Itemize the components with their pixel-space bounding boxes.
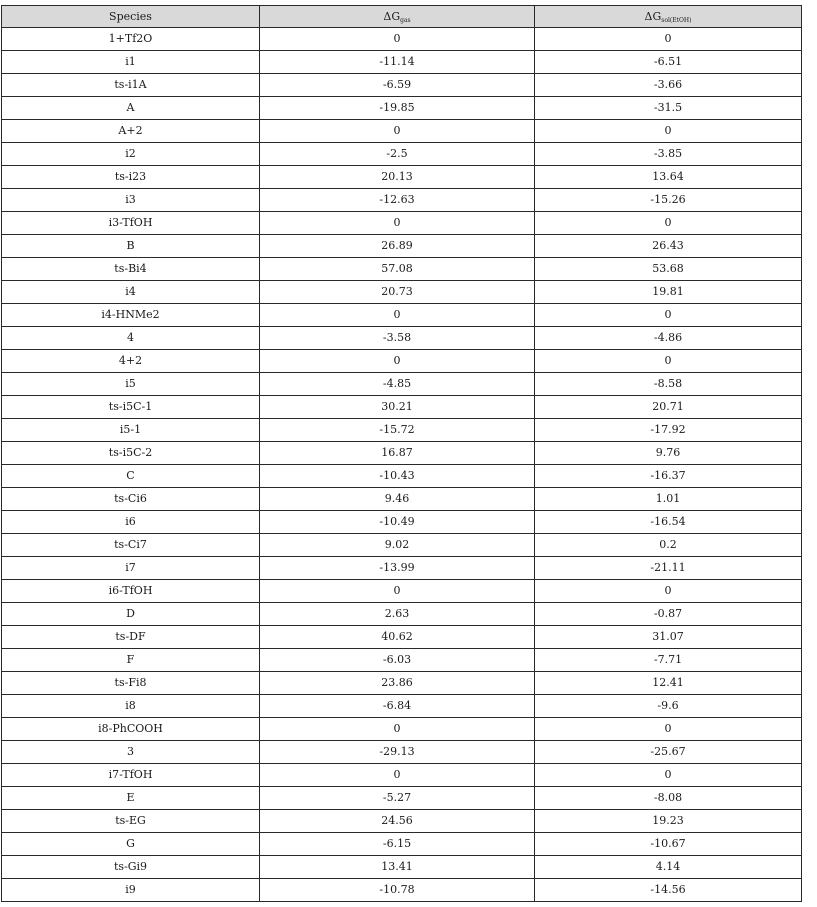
dg-sol-cell: -21.11 [535, 557, 802, 580]
table-row [2, 856, 802, 879]
dg-sol-cell: 0.2 [535, 534, 802, 557]
table-row [2, 419, 802, 442]
dg-sol-cell: -14.56 [535, 879, 802, 902]
species-cell: D [2, 603, 260, 626]
species-cell: 1+Tf2O [2, 28, 260, 51]
species-cell: ts-EG [2, 810, 260, 833]
header-row [2, 6, 802, 28]
species-cell: ts-i5C-1 [2, 396, 260, 419]
species-cell: ts-Ci6 [2, 488, 260, 511]
dg-sol-cell: 0 [535, 350, 802, 373]
species-cell: i9 [2, 879, 260, 902]
species-cell: 3 [2, 741, 260, 764]
species-cell: i7-TfOH [2, 764, 260, 787]
species-cell: ts-Bi4 [2, 258, 260, 281]
dg-gas-cell: -12.63 [260, 189, 535, 212]
dg-sol-cell: -6.51 [535, 51, 802, 74]
dg-sol-cell: 0 [535, 304, 802, 327]
species-cell: G [2, 833, 260, 856]
species-cell: i2 [2, 143, 260, 166]
dg-gas-cell: 30.21 [260, 396, 535, 419]
header-dg-sol-subscript: sol(EtOH) [661, 16, 692, 24]
table-row [2, 327, 802, 350]
table-row [2, 143, 802, 166]
table-row [2, 465, 802, 488]
dg-sol-cell: -9.6 [535, 695, 802, 718]
header-dg-gas-symbol: ΔG [383, 9, 401, 23]
table-row [2, 511, 802, 534]
dg-sol-cell: 19.81 [535, 281, 802, 304]
table-row [2, 396, 802, 419]
table-row [2, 557, 802, 580]
dg-gas-cell: 0 [260, 304, 535, 327]
species-cell: B [2, 235, 260, 258]
dg-gas-cell: -6.03 [260, 649, 535, 672]
dg-sol-cell: 20.71 [535, 396, 802, 419]
table-row [2, 97, 802, 120]
species-cell: F [2, 649, 260, 672]
table-row [2, 373, 802, 396]
dg-gas-cell: -4.85 [260, 373, 535, 396]
table-row [2, 51, 802, 74]
dg-sol-cell: -16.54 [535, 511, 802, 534]
table-row [2, 258, 802, 281]
species-cell: i6 [2, 511, 260, 534]
dg-gas-cell: -11.14 [260, 51, 535, 74]
dg-sol-cell: -3.66 [535, 74, 802, 97]
dg-sol-cell: 0 [535, 580, 802, 603]
table-row [2, 28, 802, 51]
species-cell: ts-DF [2, 626, 260, 649]
table-row [2, 741, 802, 764]
dg-sol-cell: -8.08 [535, 787, 802, 810]
species-cell: A+2 [2, 120, 260, 143]
dg-gas-cell: 57.08 [260, 258, 535, 281]
table-row [2, 120, 802, 143]
species-cell: i3 [2, 189, 260, 212]
dg-gas-cell: -10.78 [260, 879, 535, 902]
species-cell: ts-i5C-2 [2, 442, 260, 465]
table-row [2, 189, 802, 212]
species-cell: i1 [2, 51, 260, 74]
dg-gas-cell: 16.87 [260, 442, 535, 465]
dg-sol-cell: -4.86 [535, 327, 802, 350]
dg-sol-cell: 19.23 [535, 810, 802, 833]
dg-gas-cell: 23.86 [260, 672, 535, 695]
species-cell: E [2, 787, 260, 810]
species-cell: i5-1 [2, 419, 260, 442]
dg-sol-cell: -8.58 [535, 373, 802, 396]
species-cell: i8 [2, 695, 260, 718]
table-row [2, 166, 802, 189]
dg-sol-cell: 0 [535, 718, 802, 741]
table-row [2, 879, 802, 902]
dg-gas-cell: 20.73 [260, 281, 535, 304]
table-row [2, 787, 802, 810]
dg-sol-cell: 0 [535, 212, 802, 235]
table-row [2, 281, 802, 304]
dg-sol-cell: -17.92 [535, 419, 802, 442]
dg-sol-cell: 26.43 [535, 235, 802, 258]
table-row [2, 304, 802, 327]
dg-gas-cell: 9.46 [260, 488, 535, 511]
dg-gas-cell: -6.59 [260, 74, 535, 97]
species-cell: i5 [2, 373, 260, 396]
dg-sol-cell: 53.68 [535, 258, 802, 281]
dg-gas-cell: 26.89 [260, 235, 535, 258]
dg-sol-cell: -3.85 [535, 143, 802, 166]
dg-sol-cell: 0 [535, 120, 802, 143]
header-dg-gas-subscript: gas [400, 16, 411, 24]
dg-gas-cell: -10.43 [260, 465, 535, 488]
table-row [2, 235, 802, 258]
dg-sol-cell: 12.41 [535, 672, 802, 695]
dg-gas-cell: 13.41 [260, 856, 535, 879]
dg-gas-cell: 0 [260, 764, 535, 787]
table-row [2, 534, 802, 557]
dg-gas-cell: -10.49 [260, 511, 535, 534]
dg-sol-cell: -0.87 [535, 603, 802, 626]
table-row [2, 695, 802, 718]
dg-sol-cell: 13.64 [535, 166, 802, 189]
table-row [2, 212, 802, 235]
table-row [2, 350, 802, 373]
dg-gas-cell: -29.13 [260, 741, 535, 764]
dg-gas-cell: -2.5 [260, 143, 535, 166]
header-dg-sol [535, 6, 802, 28]
species-cell: i4-HNMe2 [2, 304, 260, 327]
species-cell: 4 [2, 327, 260, 350]
table-row [2, 580, 802, 603]
species-cell: i8-PhCOOH [2, 718, 260, 741]
header-dg-sol-symbol: ΔG [644, 9, 662, 23]
table-row [2, 488, 802, 511]
dg-sol-cell: -15.26 [535, 189, 802, 212]
dg-gas-cell: 0 [260, 350, 535, 373]
species-cell: 4+2 [2, 350, 260, 373]
table-row [2, 74, 802, 97]
dg-gas-cell: 0 [260, 212, 535, 235]
species-cell: A [2, 97, 260, 120]
species-cell: i7 [2, 557, 260, 580]
dg-gas-cell: -15.72 [260, 419, 535, 442]
header-species: Species [2, 6, 260, 28]
dg-sol-cell: 9.76 [535, 442, 802, 465]
dg-sol-cell: -10.67 [535, 833, 802, 856]
table-body [2, 28, 802, 902]
species-cell: C [2, 465, 260, 488]
species-cell: ts-Fi8 [2, 672, 260, 695]
table-row [2, 626, 802, 649]
dg-sol-cell: -31.5 [535, 97, 802, 120]
species-cell: ts-Gi9 [2, 856, 260, 879]
table-row [2, 810, 802, 833]
dg-gas-cell: 40.62 [260, 626, 535, 649]
species-cell: i3-TfOH [2, 212, 260, 235]
dg-sol-cell: 31.07 [535, 626, 802, 649]
table-row [2, 603, 802, 626]
species-cell: i4 [2, 281, 260, 304]
dg-gas-cell: -5.27 [260, 787, 535, 810]
dg-gas-cell: -3.58 [260, 327, 535, 350]
dg-sol-cell: 1.01 [535, 488, 802, 511]
dg-gas-cell: 2.63 [260, 603, 535, 626]
dg-gas-cell: 0 [260, 28, 535, 51]
dg-gas-cell: -6.15 [260, 833, 535, 856]
dg-gas-cell: -6.84 [260, 695, 535, 718]
dg-sol-cell: 4.14 [535, 856, 802, 879]
species-cell: i6-TfOH [2, 580, 260, 603]
header-dg-gas [260, 6, 535, 28]
dg-gas-cell: -19.85 [260, 97, 535, 120]
dg-gas-cell: 0 [260, 580, 535, 603]
table-row [2, 672, 802, 695]
species-cell: ts-Ci7 [2, 534, 260, 557]
table-row [2, 718, 802, 741]
table-row [2, 764, 802, 787]
dg-sol-cell: -7.71 [535, 649, 802, 672]
dg-sol-cell: 0 [535, 764, 802, 787]
table-row [2, 833, 802, 856]
table-row [2, 649, 802, 672]
species-cell: ts-i23 [2, 166, 260, 189]
dg-gas-cell: 0 [260, 718, 535, 741]
table-row [2, 442, 802, 465]
dg-sol-cell: 0 [535, 28, 802, 51]
dg-gas-cell: 20.13 [260, 166, 535, 189]
dg-gas-cell: 9.02 [260, 534, 535, 557]
dg-gas-cell: 0 [260, 120, 535, 143]
dg-sol-cell: -25.67 [535, 741, 802, 764]
dg-gas-cell: -13.99 [260, 557, 535, 580]
table-header [2, 6, 802, 28]
dg-sol-cell: -16.37 [535, 465, 802, 488]
dg-gas-cell: 24.56 [260, 810, 535, 833]
species-cell: ts-i1A [2, 74, 260, 97]
free-energy-table [1, 5, 802, 902]
